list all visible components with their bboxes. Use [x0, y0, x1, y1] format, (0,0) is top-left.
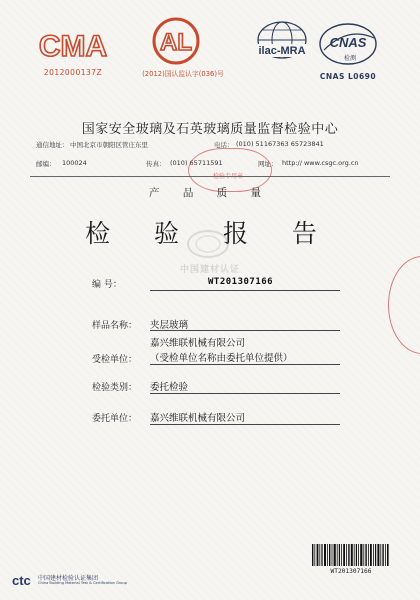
phone-value: (010) 51167363 65723841 [236, 140, 324, 148]
category-value: 委托检验 [150, 382, 189, 393]
ilac-mra-logo-icon [250, 18, 314, 74]
cma-code: 2012000137Z [43, 68, 103, 77]
sample-label: 样品名称： [92, 321, 138, 331]
cnas-logo-icon [316, 20, 380, 72]
cnas-code: CNAS L0690 [319, 72, 377, 81]
cnas-label: CNAS [329, 35, 367, 50]
unit-label: 受检单位： [92, 355, 138, 365]
svg-text:ctc: ctc [12, 573, 31, 588]
category-label: 检验类别： [92, 383, 138, 393]
svg-text:CMA: CMA [38, 30, 108, 63]
client-value: 嘉兴维联机械有限公司 [150, 413, 246, 424]
seal-stamp-text: 检验专用章 [212, 173, 243, 180]
client-label: 委托单位： [92, 414, 138, 424]
cnas-sub-label: 检测 [343, 55, 357, 62]
sample-value: 夹层玻璃 [150, 320, 189, 331]
ctc-logo-icon [12, 572, 38, 588]
org-name: 中国建材检验认证集团 [38, 575, 99, 582]
address-label: 通信地址： [36, 141, 69, 149]
web-label: 网址： [258, 160, 278, 168]
postcode-value: 100024 [62, 159, 87, 167]
cma-logo-icon [38, 24, 108, 64]
center-name: 国家安全玻璃及石英玻璃质量监督检验中心 [81, 122, 339, 137]
ilac-label: ilac-MRA [258, 45, 306, 57]
unit-underline [150, 364, 340, 365]
cal-code: (2012)国认监认字(036)号 [142, 70, 224, 78]
address-value: 中国北京市朝阳区管庄东里 [70, 141, 148, 149]
barcode-icon [312, 544, 390, 566]
fax-label: 传真： [146, 160, 166, 168]
client-underline [150, 424, 340, 425]
category-underline [150, 393, 340, 394]
unit-value-line2: （受检单位名称由委托单位提供） [150, 353, 293, 364]
svg-text:AL: AL [160, 29, 192, 56]
fax-value: (010) 65711591 [170, 159, 223, 167]
barcode-number: WT201307166 [330, 568, 372, 575]
header-divider [30, 176, 390, 177]
report-title: 检 验 报 告 [85, 219, 335, 248]
sample-underline [150, 330, 340, 331]
org-name-en: China Building Material Test & Certification Group [38, 581, 128, 585]
report-subtitle: 产 品 质 量 [148, 187, 271, 199]
postcode-label: 邮编： [36, 160, 56, 168]
cal-logo-icon [146, 16, 206, 66]
number-label: 编 号： [92, 280, 122, 290]
report-number: WT201307166 [208, 277, 274, 287]
unit-value-line1: 嘉兴维联机械有限公司 [150, 338, 246, 349]
phone-label: 电话： [214, 141, 234, 149]
web-value: http:// www.csgc.org.cn [282, 159, 359, 167]
watermark-emblem-icon [185, 228, 231, 260]
number-underline [150, 290, 340, 291]
watermark-text: 中国建材认证 [179, 265, 240, 275]
